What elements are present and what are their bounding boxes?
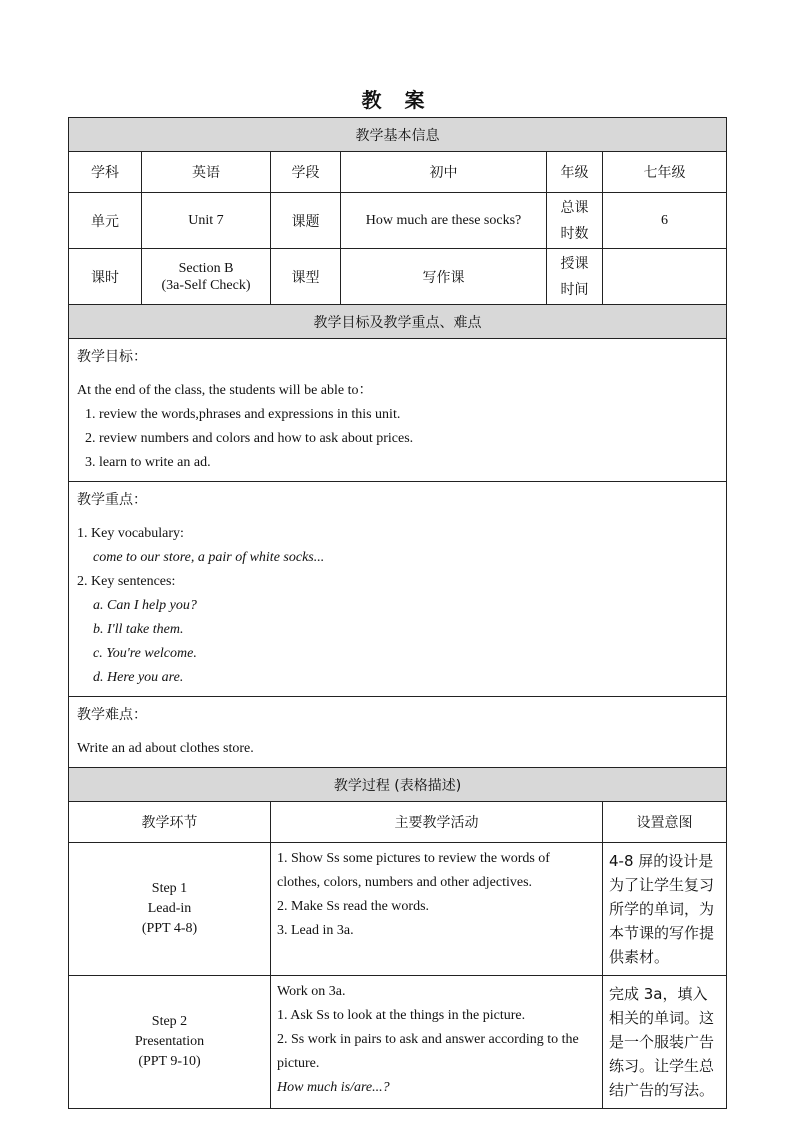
teaching-time-label-line1: 授课 <box>560 255 589 272</box>
key-points-section <box>69 482 727 697</box>
lesson-plan-table <box>68 117 727 1109</box>
step-name <box>69 976 271 1109</box>
difficulty-section <box>69 697 727 768</box>
lesson-value-line1: Section B <box>178 260 234 276</box>
key-sentence: b. I'll take them. <box>93 622 184 637</box>
teaching-time-label <box>547 249 603 305</box>
activity-line: 1. Show Ss some pictures to review the words of <box>277 851 550 866</box>
topic-value: How much are these socks? <box>341 193 547 249</box>
step-ppt: (PPT 4-8) <box>141 921 198 936</box>
step-purpose: 4-8 屏的设计是为了让学生复习所学的单词，为本节课的写作提供素材。 <box>603 843 727 976</box>
lesson-value-line2: (3a-Self Check) <box>161 277 251 293</box>
step-title: Lead-in <box>147 901 192 916</box>
activity-line: clothes, colors, numbers and other adjectives. <box>277 875 533 890</box>
activity-line: Work on 3a. <box>277 984 346 999</box>
process-header-row <box>69 768 727 802</box>
subject-label: 学科 <box>69 152 142 193</box>
step-name <box>69 843 271 976</box>
key-sentences-label: 2. Key sentences: <box>77 574 176 589</box>
process-step-row <box>69 976 727 1109</box>
type-label: 课型 <box>271 249 341 305</box>
goals-header: 教学目标及教学重点、难点 <box>69 305 727 339</box>
stage-label: 学段 <box>271 152 341 193</box>
key-sentence: a. Can I help you? <box>93 598 197 613</box>
col-purpose-header: 设置意图 <box>603 802 727 843</box>
total-hours-label <box>547 193 603 249</box>
total-hours-value: 6 <box>603 193 727 249</box>
step-purpose: 完成 3a，填入相关的单词。这是一个服装广告练习。让学生总结广告的写法。 <box>603 976 727 1109</box>
objective-item: 2. review numbers and colors and how to ask about prices. <box>85 431 414 446</box>
basic-info-row-3 <box>69 249 727 305</box>
step-title: Presentation <box>134 1034 205 1049</box>
objective-item: 1. review the words,phrases and expressions in this unit. <box>85 407 401 422</box>
goals-header-row <box>69 305 727 339</box>
lesson-value <box>142 249 271 305</box>
process-header: 教学过程 (表格描述) <box>69 768 727 802</box>
difficulty-text: Write an ad about clothes store. <box>77 741 254 756</box>
subject-value: 英语 <box>142 152 271 193</box>
key-vocabulary-label: 1. Key vocabulary: <box>77 526 184 541</box>
basic-info-header-row <box>69 118 727 152</box>
activity-line: 1. Ask Ss to look at the things in the picture. <box>277 1008 526 1023</box>
objectives-label: 教学目标： <box>77 349 147 365</box>
grade-value: 七年级 <box>603 152 727 193</box>
basic-info-row-1 <box>69 152 727 193</box>
activity-line: 3. Lead in 3a. <box>277 923 354 938</box>
key-points-label: 教学重点： <box>77 492 147 508</box>
total-hours-label-line1: 总课 <box>560 199 589 216</box>
page-title: 教 案 <box>361 88 433 112</box>
step-number: Step 2 <box>151 1014 188 1029</box>
col-activity-header: 主要教学活动 <box>271 802 603 843</box>
total-hours-label-line2: 时数 <box>560 225 589 242</box>
key-vocabulary: come to our store, a pair of white socks... <box>93 550 325 565</box>
teaching-time-value <box>603 249 727 305</box>
key-sentence: d. Here you are. <box>93 670 184 685</box>
lesson-label: 课时 <box>69 249 142 305</box>
activity-line: 2. Ss work in pairs to ask and answer according to the <box>277 1032 579 1047</box>
col-stage-header: 教学环节 <box>69 802 271 843</box>
teaching-time-label-line2: 时间 <box>560 281 589 298</box>
step-activities <box>271 843 603 976</box>
activity-line: 2. Make Ss read the words. <box>277 899 430 914</box>
type-value: 写作课 <box>341 249 547 305</box>
step-ppt: (PPT 9-10) <box>138 1054 201 1069</box>
process-step-row <box>69 843 727 976</box>
activity-line: picture. <box>277 1056 320 1071</box>
difficulty-label: 教学难点： <box>77 707 147 723</box>
objectives-section <box>69 339 727 482</box>
process-columns-row <box>69 802 727 843</box>
unit-value: Unit 7 <box>142 193 271 249</box>
step-activities <box>271 976 603 1109</box>
step-number: Step 1 <box>151 881 188 896</box>
objectives-intro: At the end of the class, the students will be able to： <box>77 383 373 398</box>
stage-value: 初中 <box>341 152 547 193</box>
basic-info-row-2 <box>69 193 727 249</box>
activity-line: How much is/are...? <box>277 1080 390 1095</box>
unit-label: 单元 <box>69 193 142 249</box>
key-points-row <box>69 482 727 697</box>
grade-label: 年级 <box>547 152 603 193</box>
basic-info-header: 教学基本信息 <box>69 118 727 152</box>
key-sentence: c. You're welcome. <box>93 646 197 661</box>
objective-item: 3. learn to write an ad. <box>85 455 211 470</box>
topic-label: 课题 <box>271 193 341 249</box>
objectives-row <box>69 339 727 482</box>
difficulty-row <box>69 697 727 768</box>
